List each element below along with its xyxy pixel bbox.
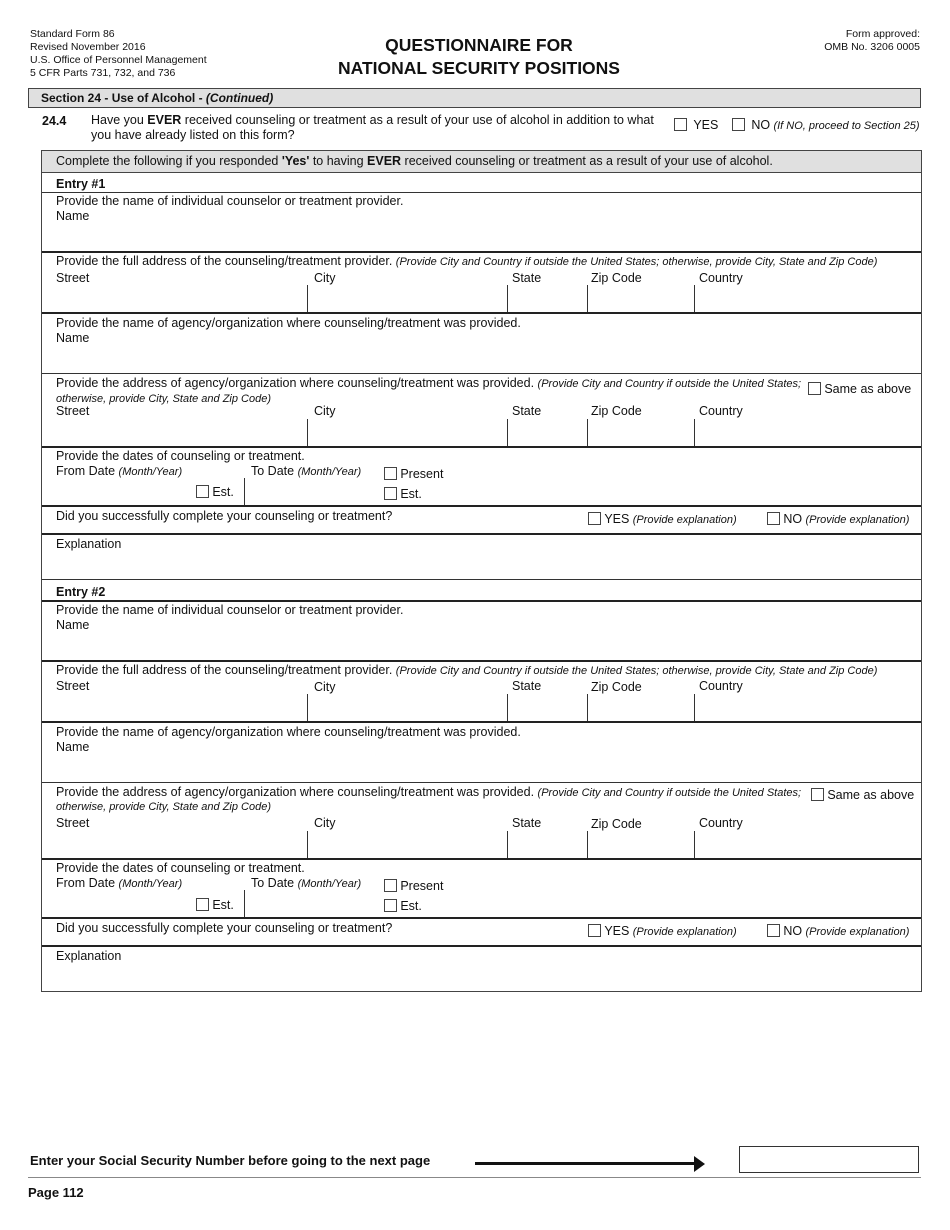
dates-question: Provide the dates of counseling or treatment. bbox=[56, 861, 305, 875]
zip-input[interactable] bbox=[590, 832, 691, 856]
agency-address-question: Provide the address of agency/organization where counseling/treatment was provided. (Provide City and Country if outside the United States; bbox=[56, 376, 802, 390]
entry-title: Entry #1 bbox=[56, 177, 106, 191]
explanation-label: Explanation bbox=[56, 949, 122, 963]
completion-yes-checkbox[interactable] bbox=[588, 512, 601, 525]
section-continued: (Continued) bbox=[205, 91, 274, 105]
state-label: State bbox=[512, 404, 542, 418]
agency-address-note: otherwise, provide City, State and Zip Code) bbox=[56, 801, 272, 813]
to-date-input[interactable] bbox=[250, 479, 378, 501]
city-label: City bbox=[314, 680, 336, 694]
street-label: Street bbox=[56, 404, 90, 418]
street-label: Street bbox=[56, 816, 90, 830]
agency-name-input[interactable] bbox=[100, 753, 910, 779]
from-est-checkbox[interactable] bbox=[196, 898, 209, 911]
completion-question: Did you successfully complete your counseling or treatment? bbox=[56, 921, 393, 935]
completion-no-option[interactable]: NO (Provide explanation) bbox=[767, 924, 909, 938]
state-input[interactable] bbox=[510, 832, 584, 856]
from-date-label: From Date (Month/Year) bbox=[56, 876, 183, 890]
from-date-input[interactable] bbox=[56, 891, 194, 913]
form-number: Standard Form 86 bbox=[30, 28, 115, 40]
provider-name-label: Name bbox=[56, 618, 90, 632]
completion-yes-option[interactable]: YES (Provide explanation) bbox=[588, 512, 737, 526]
arrow-right-icon bbox=[475, 1162, 695, 1165]
form-cfr: 5 CFR Parts 731, 732, and 736 bbox=[30, 67, 176, 79]
city-label: City bbox=[314, 404, 336, 418]
country-label: Country bbox=[699, 679, 743, 693]
agency-name-question: Provide the name of agency/organization where counseling/treatment was provided. bbox=[56, 316, 521, 330]
state-input[interactable] bbox=[510, 420, 584, 444]
present-label: Present bbox=[400, 879, 444, 893]
country-label: Country bbox=[699, 271, 743, 285]
completion-yes-option[interactable]: YES (Provide explanation) bbox=[588, 924, 737, 938]
street-label: Street bbox=[56, 679, 90, 693]
agency-address-question: Provide the address of agency/organization where counseling/treatment was provided. (Provide City and Country if outside the United States; bbox=[56, 785, 802, 799]
to-date-input[interactable] bbox=[250, 891, 378, 913]
state-label: State bbox=[512, 271, 542, 285]
same-as-above-checkbox[interactable] bbox=[811, 788, 824, 801]
form-revision: Revised November 2016 bbox=[30, 41, 146, 53]
present-checkbox[interactable] bbox=[384, 879, 397, 892]
completion-yes-checkbox[interactable] bbox=[588, 924, 601, 937]
city-input[interactable] bbox=[310, 832, 504, 856]
state-label: State bbox=[512, 816, 542, 830]
explanation-input[interactable] bbox=[56, 965, 916, 989]
est-label: Est. bbox=[212, 898, 234, 912]
yes-checkbox[interactable] bbox=[674, 118, 687, 131]
provider-name-question: Provide the name of individual counselor or treatment provider. bbox=[56, 603, 404, 617]
to-est-option[interactable] bbox=[384, 899, 422, 913]
present-option[interactable] bbox=[384, 879, 443, 893]
ssn-prompt: Enter your Social Security Number before going to the next page bbox=[30, 1153, 431, 1168]
country-input[interactable] bbox=[697, 420, 917, 444]
approval-label: Form approved: bbox=[845, 28, 920, 40]
form-agency: U.S. Office of Personnel Management bbox=[30, 54, 207, 66]
zip-input[interactable] bbox=[590, 420, 691, 444]
zip-label: Zip Code bbox=[591, 680, 642, 694]
agency-address-note: otherwise, provide City, State and Zip Code) bbox=[56, 393, 272, 405]
same-as-above-checkbox[interactable] bbox=[808, 382, 821, 395]
explanation-input[interactable] bbox=[56, 553, 916, 577]
country-input[interactable] bbox=[697, 286, 917, 310]
completion-no-checkbox[interactable] bbox=[767, 512, 780, 525]
explanation-label: Explanation bbox=[56, 537, 122, 551]
same-as-above-label: Same as above bbox=[824, 382, 912, 396]
street-input[interactable] bbox=[56, 420, 304, 444]
agency-name-label: Name bbox=[56, 331, 90, 345]
to-est-checkbox[interactable] bbox=[384, 487, 397, 500]
agency-name-question: Provide the name of agency/organization where counseling/treatment was provided. bbox=[56, 725, 521, 739]
footer-divider bbox=[28, 1177, 921, 1178]
ssn-input[interactable] bbox=[739, 1146, 919, 1173]
country-label: Country bbox=[699, 816, 743, 830]
street-input[interactable] bbox=[56, 695, 304, 719]
from-est-option[interactable] bbox=[196, 898, 234, 912]
to-date-label: To Date (Month/Year) bbox=[251, 464, 362, 478]
city-label: City bbox=[314, 271, 336, 285]
state-label: State bbox=[512, 679, 542, 693]
question-number: 24.4 bbox=[42, 114, 67, 128]
city-input[interactable] bbox=[310, 286, 504, 310]
completion-question: Did you successfully complete your counseling or treatment? bbox=[56, 509, 393, 523]
street-input[interactable] bbox=[56, 286, 304, 310]
est-label: Est. bbox=[400, 899, 422, 913]
zip-label: Zip Code bbox=[591, 404, 642, 418]
same-as-above-option[interactable] bbox=[811, 788, 914, 802]
to-date-label: To Date (Month/Year) bbox=[251, 876, 362, 890]
country-label: Country bbox=[699, 404, 743, 418]
country-input[interactable] bbox=[697, 695, 917, 719]
city-label: City bbox=[314, 816, 336, 830]
agency-name-input[interactable] bbox=[100, 344, 910, 370]
question-no-option[interactable] bbox=[732, 118, 920, 132]
provider-name-input[interactable] bbox=[100, 631, 910, 657]
provider-name-input[interactable] bbox=[100, 222, 910, 248]
section-header bbox=[28, 88, 921, 108]
present-label: Present bbox=[400, 467, 444, 481]
instruction-row: Complete the following if you responded 'Yes' to having EVER received counseling or treatment as a result of your use of alcohol. bbox=[42, 151, 921, 173]
completion-no-option[interactable]: NO (Provide explanation) bbox=[767, 512, 909, 526]
dates-question: Provide the dates of counseling or treatment. bbox=[56, 449, 305, 463]
city-input[interactable] bbox=[310, 695, 504, 719]
state-input[interactable] bbox=[510, 286, 584, 310]
state-input[interactable] bbox=[510, 695, 584, 719]
country-input[interactable] bbox=[697, 832, 917, 856]
zip-label: Zip Code bbox=[591, 271, 642, 285]
city-input[interactable] bbox=[310, 420, 504, 444]
question-yes-option[interactable] bbox=[674, 118, 718, 132]
no-label: NO bbox=[751, 118, 771, 132]
to-est-option[interactable] bbox=[384, 487, 422, 501]
question-text: Have you EVER received counseling or treatment as a result of your use of alcohol in addition to what you have already listed on this form? bbox=[91, 113, 654, 142]
from-est-option[interactable] bbox=[196, 485, 234, 499]
zip-label: Zip Code bbox=[591, 817, 642, 831]
est-label: Est. bbox=[212, 485, 234, 499]
provider-address-question: Provide the full address of the counseling/treatment provider. (Provide City and Country if outside the United States; otherwise, provide City, State and Zip Code) bbox=[56, 254, 878, 268]
form-title-line2: NATIONAL SECURITY POSITIONS bbox=[338, 58, 620, 78]
zip-input[interactable] bbox=[590, 286, 691, 310]
completion-no-checkbox[interactable] bbox=[767, 924, 780, 937]
street-label: Street bbox=[56, 271, 90, 285]
no-checkbox[interactable] bbox=[732, 118, 745, 131]
no-note: (If NO, proceed to Section 25) bbox=[773, 120, 920, 132]
provider-name-label: Name bbox=[56, 209, 90, 223]
entry-title: Entry #2 bbox=[56, 585, 106, 599]
form-title bbox=[0, 34, 950, 80]
yes-label: YES bbox=[693, 118, 719, 132]
arrow-head-icon bbox=[694, 1156, 705, 1172]
same-as-above-option[interactable] bbox=[808, 382, 911, 396]
present-checkbox[interactable] bbox=[384, 467, 397, 480]
from-date-label: From Date (Month/Year) bbox=[56, 464, 183, 478]
street-input[interactable] bbox=[56, 832, 304, 856]
zip-input[interactable] bbox=[590, 695, 691, 719]
to-est-checkbox[interactable] bbox=[384, 899, 397, 912]
provider-name-question: Provide the name of individual counselor or treatment provider. bbox=[56, 194, 404, 208]
from-est-checkbox[interactable] bbox=[196, 485, 209, 498]
omb-approval bbox=[824, 28, 920, 54]
present-option[interactable] bbox=[384, 467, 443, 481]
agency-name-label: Name bbox=[56, 740, 90, 754]
est-label: Est. bbox=[400, 487, 422, 501]
provider-address-question: Provide the full address of the counseling/treatment provider. (Provide City and Country if outside the United States; otherwise, provide City, State and Zip Code) bbox=[56, 663, 878, 677]
page-number: Page 112 bbox=[28, 1185, 84, 1200]
omb-number: OMB No. 3206 0005 bbox=[824, 41, 920, 53]
form-title-line1: QUESTIONNAIRE FOR bbox=[385, 35, 573, 55]
from-date-input[interactable] bbox=[56, 479, 194, 501]
section-title: Section 24 - Use of Alcohol - bbox=[41, 91, 206, 105]
same-as-above-label: Same as above bbox=[827, 788, 915, 802]
